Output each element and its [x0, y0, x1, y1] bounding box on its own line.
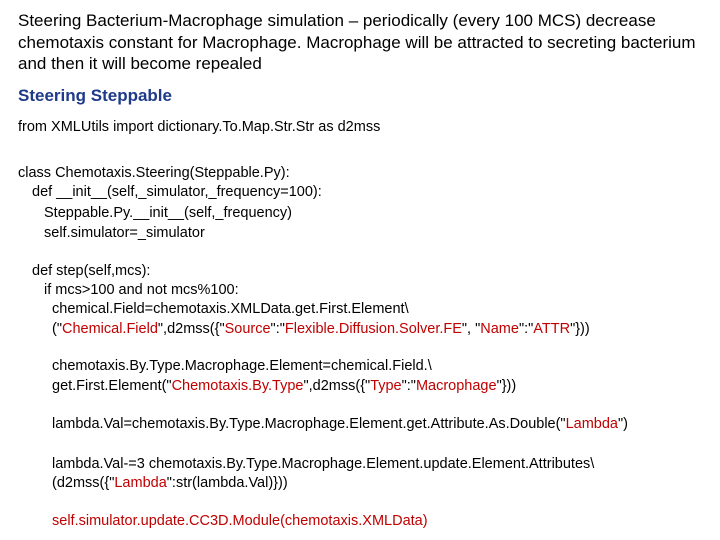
- code-line-by-type-a: chemotaxis.By.Type.Macrophage.Element=chemical.Field.\: [52, 358, 432, 374]
- string-literal: Chemical.Field: [61, 321, 158, 337]
- string-literal: Name: [480, 321, 519, 337]
- code-line-lambda: lambda.Val=chemotaxis.By.Type.Macrophage.Element.get.Attribute.As.Double("Lambda"): [52, 416, 628, 432]
- string-literal: Chemotaxis.By.Type: [171, 378, 304, 394]
- code-line-self-simulator: self.simulator=_simulator: [44, 225, 205, 241]
- code-line-chem-field-b: ("Chemical.Field",d2mss({"Source":"Flexible.Diffusion.Solver.FE", "Name":"ATTR"})): [52, 321, 590, 337]
- string-literal: Lambda: [114, 475, 167, 491]
- string-literal: ATTR: [533, 321, 571, 337]
- slide-title: Steering Bacterium-Macrophage simulation – periodically (every 100 MCS) decrease chemotaxis constant for Macrophage. Macrophage will be attracted to secreting bacterium and then it will become repealed: [18, 11, 696, 73]
- code-line-by-type-b: get.First.Element("Chemotaxis.By.Type",d2mss({"Type":"Macrophage"})): [52, 378, 517, 394]
- string-literal: Macrophage: [415, 378, 497, 394]
- string-literal: Flexible.Diffusion.Solver.FE: [284, 321, 462, 337]
- code-line-update-cc3d: self.simulator.update.CC3D.Module(chemotaxis.XMLData): [52, 513, 428, 529]
- code-line-class: class Chemotaxis.Steering(Steppable.Py):: [18, 165, 290, 181]
- string-literal: Source: [224, 321, 271, 337]
- code-line-super-init: Steppable.Py.__init__(self,_frequency): [44, 205, 292, 221]
- code-line-if-mcs: if mcs>100 and not mcs%100:: [44, 282, 239, 298]
- section-heading: Steering Steppable: [18, 86, 172, 105]
- code-line-import: from XMLUtils import dictionary.To.Map.Str.Str as d2mss: [18, 119, 381, 135]
- code-line-chem-field-a: chemical.Field=chemotaxis.XMLData.get.First.Element\: [52, 301, 409, 317]
- code-line-update-b: (d2mss({"Lambda":str(lambda.Val)})): [52, 475, 288, 491]
- code-line-def-init: def __init__(self,_simulator,_frequency=100):: [32, 184, 322, 200]
- string-literal: Type: [370, 378, 402, 394]
- code-line-update-a: lambda.Val-=3 chemotaxis.By.Type.Macrophage.Element.update.Element.Attributes\: [52, 456, 595, 472]
- code-line-def-step: def step(self,mcs):: [32, 263, 151, 279]
- string-literal: Lambda: [565, 416, 618, 432]
